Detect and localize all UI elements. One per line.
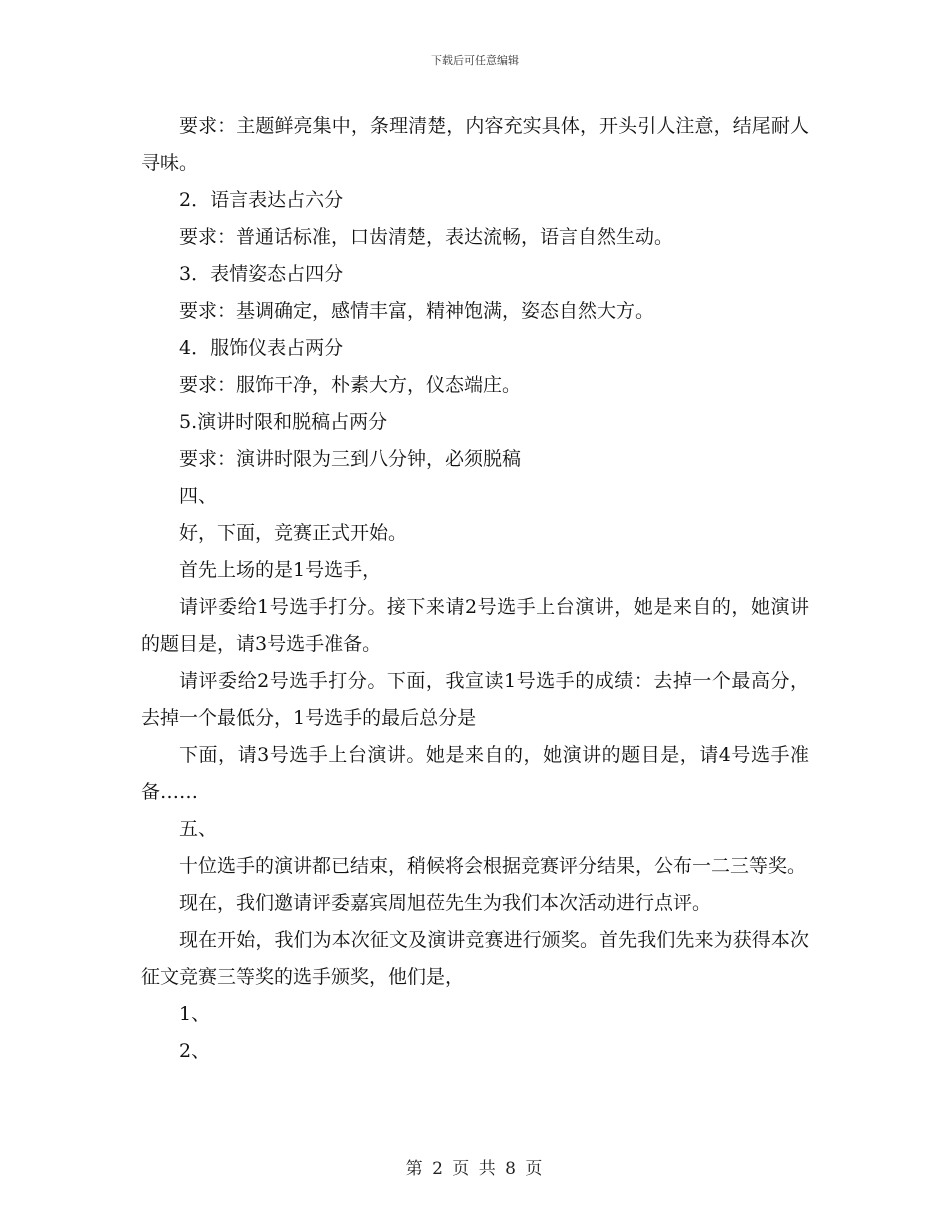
paragraph: 首先上场的是1号选手， <box>179 559 382 581</box>
paragraph: 要求：主题鲜亮集中，条理清楚，内容充实具体，开头引人注意，结尾耐人寻味。 <box>141 115 809 174</box>
paragraph: 3．表情姿态占四分 <box>179 263 344 285</box>
paragraph: 请评委给2号选手打分。下面，我宣读1号选手的成绩：去掉一个最高分，去掉一个最低分，1号选手的最后总分是 <box>141 670 809 729</box>
paragraph: 4．服饰仪表占两分 <box>179 337 344 359</box>
paragraph: 十位选手的演讲都已结束，稍候将会根据竞赛评分结果，公布一二三等奖。 <box>179 855 807 877</box>
paragraph: 五、 <box>179 818 218 840</box>
paragraph: 要求：普通话标准，口齿清楚，表达流畅，语言自然生动。 <box>179 226 674 248</box>
paragraph: 要求：服饰干净，朴素大方，仪态端庄。 <box>179 374 522 396</box>
paragraph: 5.演讲时限和脱稿占两分 <box>179 411 388 433</box>
document-body <box>141 108 809 1070</box>
paragraph: 请评委给1号选手打分。接下来请2号选手上台演讲，她是来自的，她演讲的题目是，请3号选手准备。 <box>141 596 809 655</box>
paragraph: 下面，请3号选手上台演讲。她是来自的，她演讲的题目是，请4号选手准备…… <box>141 744 809 803</box>
paragraph: 1、 <box>179 1003 211 1025</box>
paragraph: 2．语言表达占六分 <box>179 189 344 211</box>
paragraph: 2、 <box>179 1040 211 1062</box>
paragraph: 要求：演讲时限为三到八分钟，必须脱稿 <box>179 448 522 470</box>
page-header: 下载后可任意编辑 <box>431 54 519 67</box>
paragraph: 好，下面，竞赛正式开始。 <box>179 522 408 544</box>
paragraph: 现在开始，我们为本次征文及演讲竞赛进行颁奖。首先我们先来为获得本次征文竞赛三等奖的选手颁奖，他们是， <box>141 929 809 988</box>
page-footer: 第 2 页 共 8 页 <box>405 1159 545 1179</box>
paragraph: 四、 <box>179 485 218 507</box>
paragraph: 要求：基调确定，感情丰富，精神饱满，姿态自然大方。 <box>179 300 655 322</box>
paragraph: 现在，我们邀请评委嘉宾周旭莅先生为我们本次活动进行点评。 <box>179 892 712 914</box>
